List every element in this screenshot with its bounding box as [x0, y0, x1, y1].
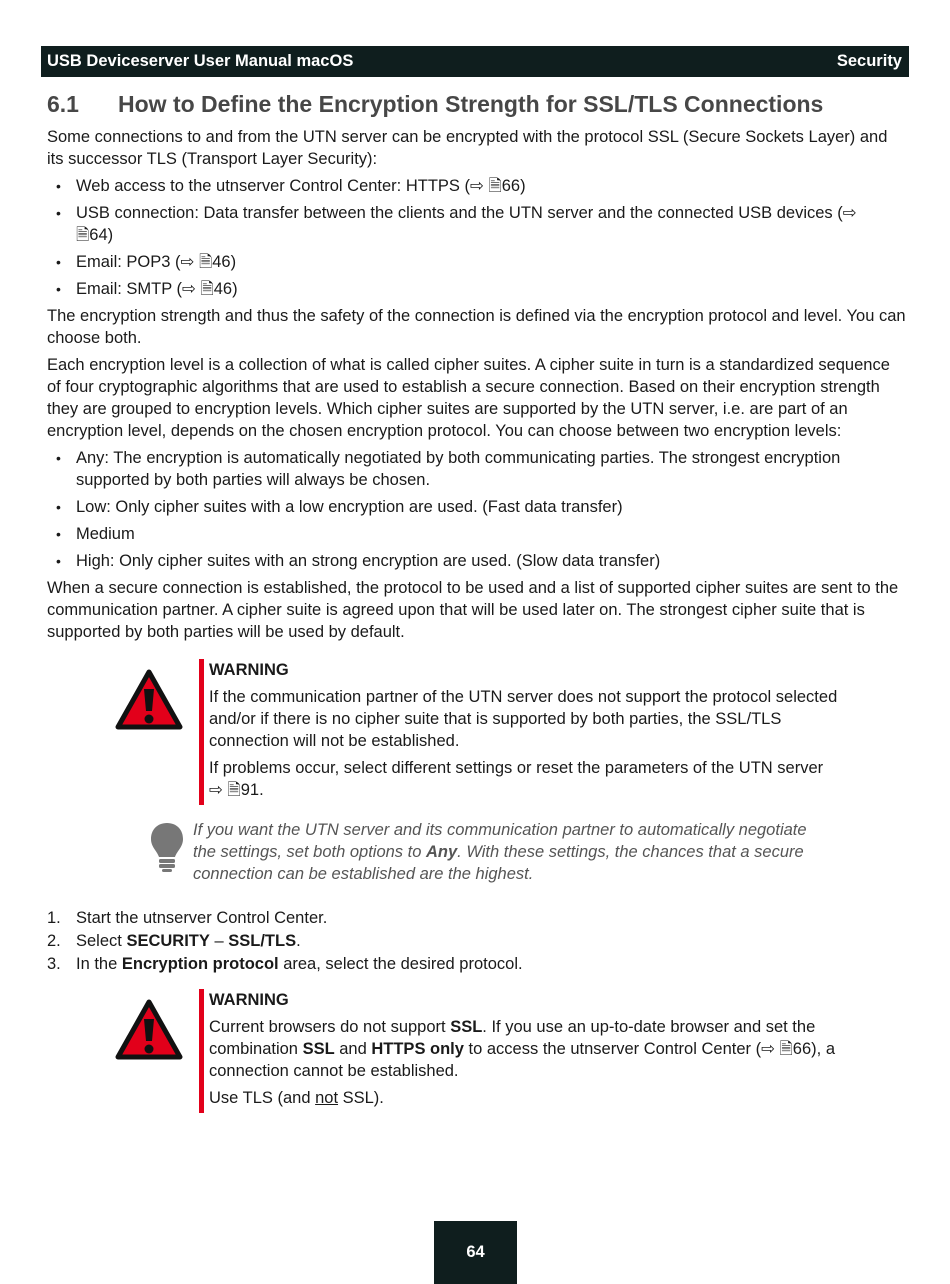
page-ref-link[interactable]: 66 [792, 1040, 812, 1058]
warning-title: WARNING [209, 991, 289, 1009]
arrow-icon: ⇨ [842, 204, 857, 222]
list-item: • Any: The encryption is automatically negotiated by both communicating parties. The strongest encryption supported by both parties will always be chosen. [47, 447, 907, 491]
page-header [41, 46, 909, 77]
page-icon: 🗎 [779, 1040, 793, 1058]
encryption-level-list [47, 447, 907, 572]
cipher-paragraph: Each encryption level is a collection of what is called cipher suites. A cipher suite in turn is a standardized sequence of four cryptographic algorithms that are used to establish a secure connection. Based on their encryption strength they are grouped to encryption levels. Which cipher suites are supported by the UTN server, i.e. are part of an encryption level, depends on the chosen encryption protocol. You can choose between two encryption levels: [47, 356, 890, 440]
lightbulb-icon [149, 821, 185, 873]
warning-box [47, 659, 907, 805]
list-item: • Email: POP3 (⇨ 🗎46) [47, 251, 907, 273]
arrow-icon: ⇨ [182, 280, 196, 298]
page-icon: 🗎 [198, 253, 213, 271]
page-content [47, 89, 907, 1113]
warning-title: WARNING [209, 661, 289, 679]
page-number-box [434, 1221, 517, 1284]
connection-paragraph: When a secure connection is established, the protocol to be used and a list of supported cipher suites are sent to the communication partner. A cipher suite is agreed upon that will be used later on. The strongest cipher suite that is supported by both parties will be used by default. [47, 579, 899, 641]
section-name: Security [836, 52, 902, 70]
steps-list [47, 907, 907, 975]
page-number: 64 [466, 1243, 485, 1261]
warning-text [209, 989, 849, 1109]
warning-box [47, 989, 907, 1113]
list-item: • Web access to the utnserver Control Center: HTTPS (⇨ 🗎66) [47, 175, 907, 197]
intro-paragraph: Some connections to and from the UTN server can be encrypted with the protocol SSL (Secure Sockets Layer) and its successor TLS (Transport Layer Security): [47, 128, 888, 168]
section-number: 6.1 [47, 91, 79, 117]
connection-list [47, 175, 907, 300]
list-item: • High: Only cipher suites with an strong encryption are used. (Slow data transfer) [47, 550, 907, 572]
page-icon: 🗎 [227, 781, 241, 799]
page-ref-link[interactable]: 46 [213, 280, 233, 298]
page-icon: 🗎 [200, 280, 214, 298]
page-ref-link[interactable]: 91 [240, 781, 260, 799]
tip-text: If you want the UTN server and its communication partner to automatically negotiate the settings, set both options to Any. With these settings, the chances that a secure connection can be established are the highest. [193, 821, 807, 883]
list-item: • Medium [47, 523, 907, 545]
page-ref-link[interactable]: 64 [89, 226, 108, 244]
warning-paragraph: If problems occur, select different settings or reset the parameters of the UTN server ⇨ 🗎91. [209, 759, 824, 799]
warning-bar [199, 659, 204, 805]
section-title: How to Define the Encryption Strength for SSL/TLS Connections [118, 91, 824, 117]
step-item: 3. In the Encryption protocol area, select the desired protocol. [47, 955, 523, 973]
arrow-icon: ⇨ [470, 177, 484, 195]
arrow-icon: ⇨ [761, 1040, 775, 1058]
warning-bar [199, 989, 204, 1113]
list-item: • USB connection: Data transfer between the clients and the UTN server and the connected USB devices (⇨ 🗎64) [47, 202, 907, 246]
warning-paragraph: Use TLS (and not SSL). [209, 1089, 384, 1107]
step-item: 2. Select SECURITY – SSL/TLS. [47, 932, 301, 950]
protocol-paragraph: The encryption strength and thus the safety of the connection is defined via the encryption protocol and level. You can choose both. [47, 307, 906, 347]
warning-text [209, 659, 849, 801]
section-heading [47, 89, 907, 119]
page-ref-link[interactable]: 66 [501, 177, 521, 195]
warning-triangle-icon [115, 999, 183, 1061]
tip-box [47, 819, 907, 895]
warning-triangle-icon [115, 669, 183, 731]
list-item: • Low: Only cipher suites with a low encryption are used. (Fast data transfer) [47, 496, 907, 518]
warning-paragraph: If the communication partner of the UTN server does not support the protocol selected and/or if there is no cipher suite that is supported by both parties, the SSL/TLS connection will not be established. [209, 688, 838, 750]
step-item: 1. Start the utnserver Control Center. [47, 909, 328, 927]
manual-title: USB Deviceserver User Manual macOS [47, 52, 354, 70]
page-icon: 🗎 [76, 226, 90, 244]
arrow-icon: ⇨ [209, 781, 223, 799]
page-ref-link[interactable]: 46 [212, 253, 231, 271]
arrow-icon: ⇨ [180, 253, 195, 271]
page-icon: 🗎 [488, 177, 502, 195]
list-item: • Email: SMTP (⇨ 🗎46) [47, 278, 907, 300]
warning-paragraph: Current browsers do not support SSL. If you use an up-to-date browser and set the combination SSL and HTTPS only to access the utnserver Control Center (⇨ 🗎66), a connection cannot be established. [209, 1018, 835, 1080]
